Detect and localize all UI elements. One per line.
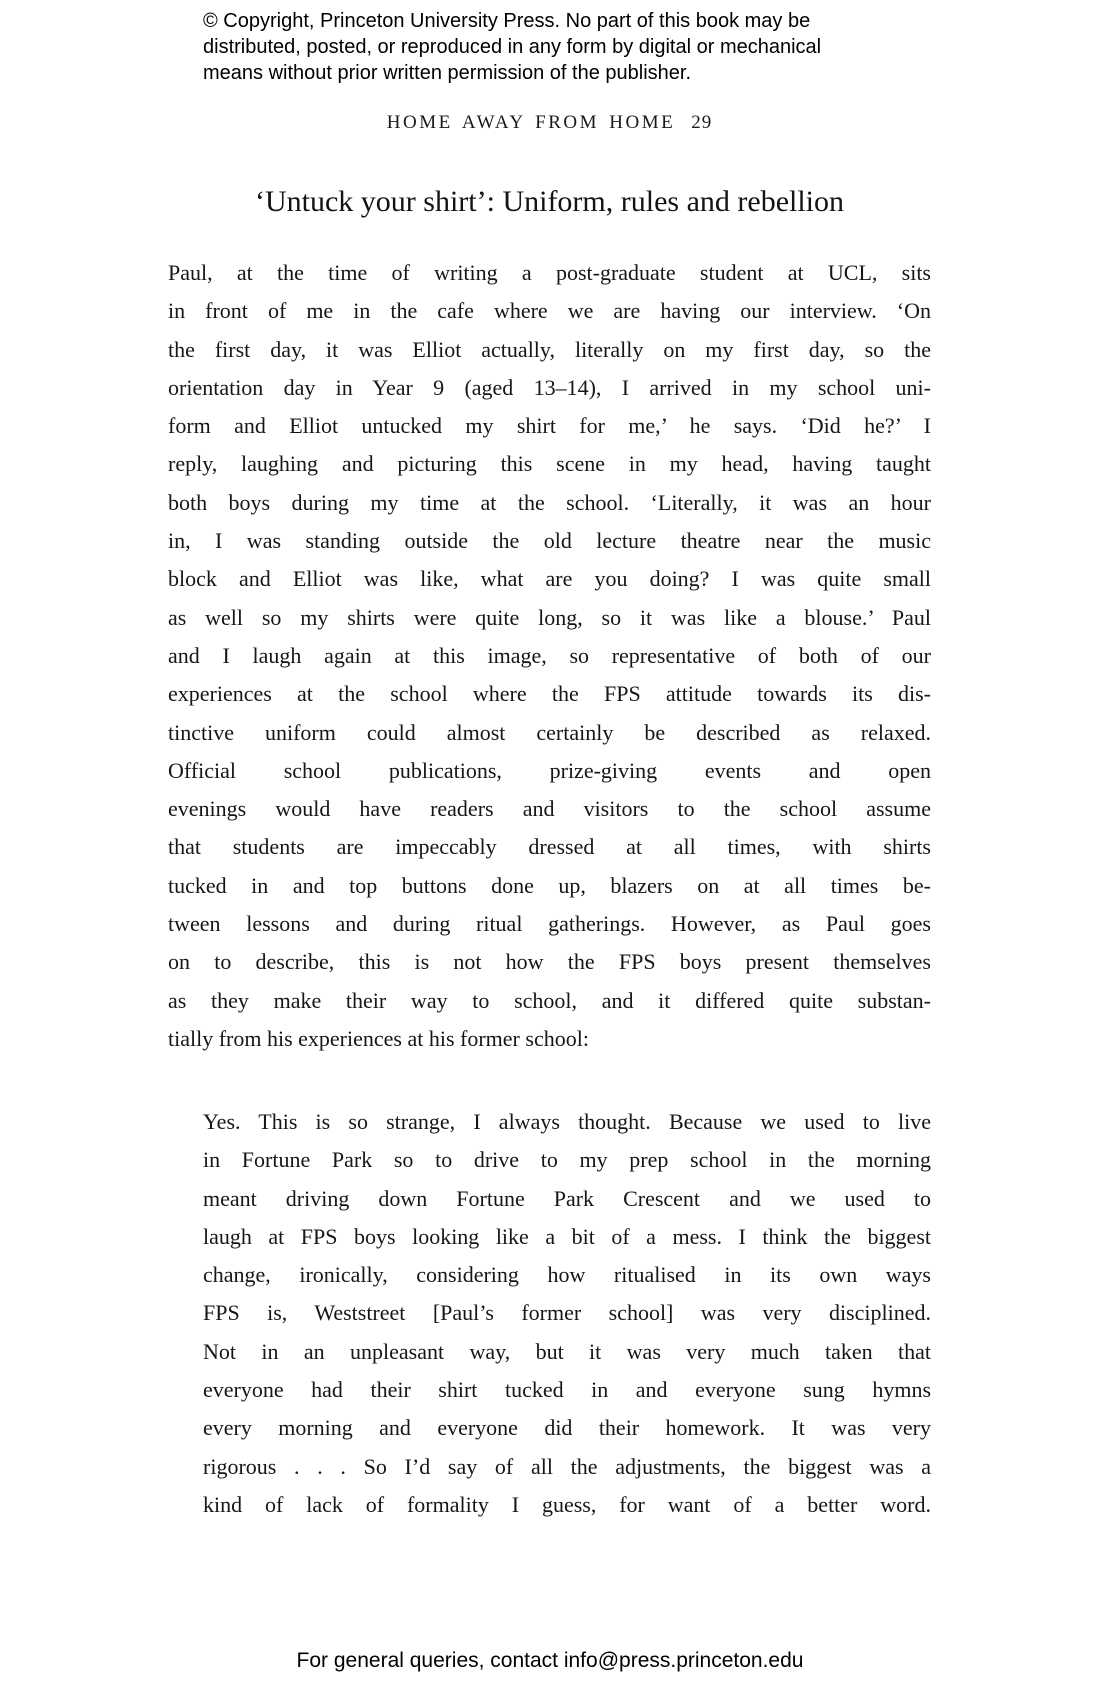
text-line: Not in an unpleasant way, but it was very much taken that — [203, 1338, 931, 1364]
text-line: change, ironically, considering how ritualised in its own ways — [203, 1262, 931, 1288]
block-quote — [203, 1103, 931, 1524]
text-line: as well so my shirts were quite long, so it was like a blouse.’ Paul — [168, 604, 931, 630]
page-number: 29 — [691, 112, 713, 133]
text-line: orientation day in Year 9 (aged 13–14), I arrived in my school uni- — [168, 374, 931, 400]
text-line: © Copyright, Princeton University Press. No part of this book may be — [203, 10, 811, 32]
text-line: Paul, at the time of writing a post-graduate student at UCL, sits — [168, 260, 931, 285]
running-header — [168, 111, 931, 135]
section-heading: ‘Untuck your shirt’: Uniform, rules and rebellion — [254, 185, 845, 218]
text-line: the first day, it was Elliot actually, literally on my first day, so the — [168, 336, 931, 362]
copyright-notice — [203, 8, 923, 86]
text-line: in front of me in the cafe where we are having our interview. ‘On — [168, 298, 931, 324]
text-line: and I laugh again at this image, so representative of both of our — [168, 642, 931, 668]
text-line: tucked in and top buttons done up, blazers on at all times be- — [168, 872, 931, 898]
text-line: laugh at FPS boys looking like a bit of a mess. I think the biggest — [203, 1223, 931, 1249]
text-line: both boys during my time at the school. ‘Literally, it was an hour — [168, 489, 931, 515]
text-line: distributed, posted, or reproduced in any form by digital or mechanical — [203, 36, 822, 58]
text-line: everyone had their shirt tucked in and everyone sung hymns — [203, 1377, 931, 1403]
text-line: in Fortune Park so to drive to my prep school in the morning — [203, 1147, 931, 1173]
running-header-title: HOME AWAY FROM HOME — [386, 112, 676, 133]
text-line: FPS is, Weststreet [Paul’s former school] was very disciplined. — [203, 1300, 931, 1326]
text-line: in, I was standing outside the old lecture theatre near the music — [168, 528, 931, 554]
text-line: tially from his experiences at his former school: — [168, 1025, 589, 1051]
text-line: as they make their way to school, and it differed quite substan- — [168, 987, 931, 1013]
text-line: kind of lack of formality I guess, for want of a better word. — [203, 1491, 931, 1517]
text-line: on to describe, this is not how the FPS boys present themselves — [168, 949, 931, 975]
text-line: Yes. This is so strange, I always thought. Because we used to live — [203, 1109, 931, 1134]
text-line: tinctive uniform could almost certainly be described as relaxed. — [168, 719, 931, 745]
text-line: meant driving down Fortune Park Crescent and we used to — [203, 1185, 931, 1211]
text-line: reply, laughing and picturing this scene in my head, having taught — [168, 451, 931, 477]
text-line: Official school publications, prize-giving events and open — [168, 757, 931, 783]
text-line: that students are impeccably dressed at all times, with shirts — [168, 834, 931, 860]
text-line: tween lessons and during ritual gatherings. However, as Paul goes — [168, 911, 931, 937]
text-line: every morning and everyone did their homework. It was very — [203, 1415, 931, 1441]
text-line: experiences at the school where the FPS attitude towards its dis- — [168, 681, 931, 707]
page-footer: For general queries, contact info@press.princeton.edu — [296, 1649, 804, 1672]
text-line: rigorous . . . So I’d say of all the adjustments, the biggest was a — [203, 1453, 931, 1479]
text-line: form and Elliot untucked my shirt for me,’ he says. ‘Did he?’ I — [168, 413, 931, 439]
text-line: means without prior written permission of the publisher. — [203, 62, 692, 84]
text-line: block and Elliot was like, what are you doing? I was quite small — [168, 566, 931, 592]
text-line: evenings would have readers and visitors to the school assume — [168, 796, 931, 822]
body-paragraph — [168, 254, 931, 1058]
